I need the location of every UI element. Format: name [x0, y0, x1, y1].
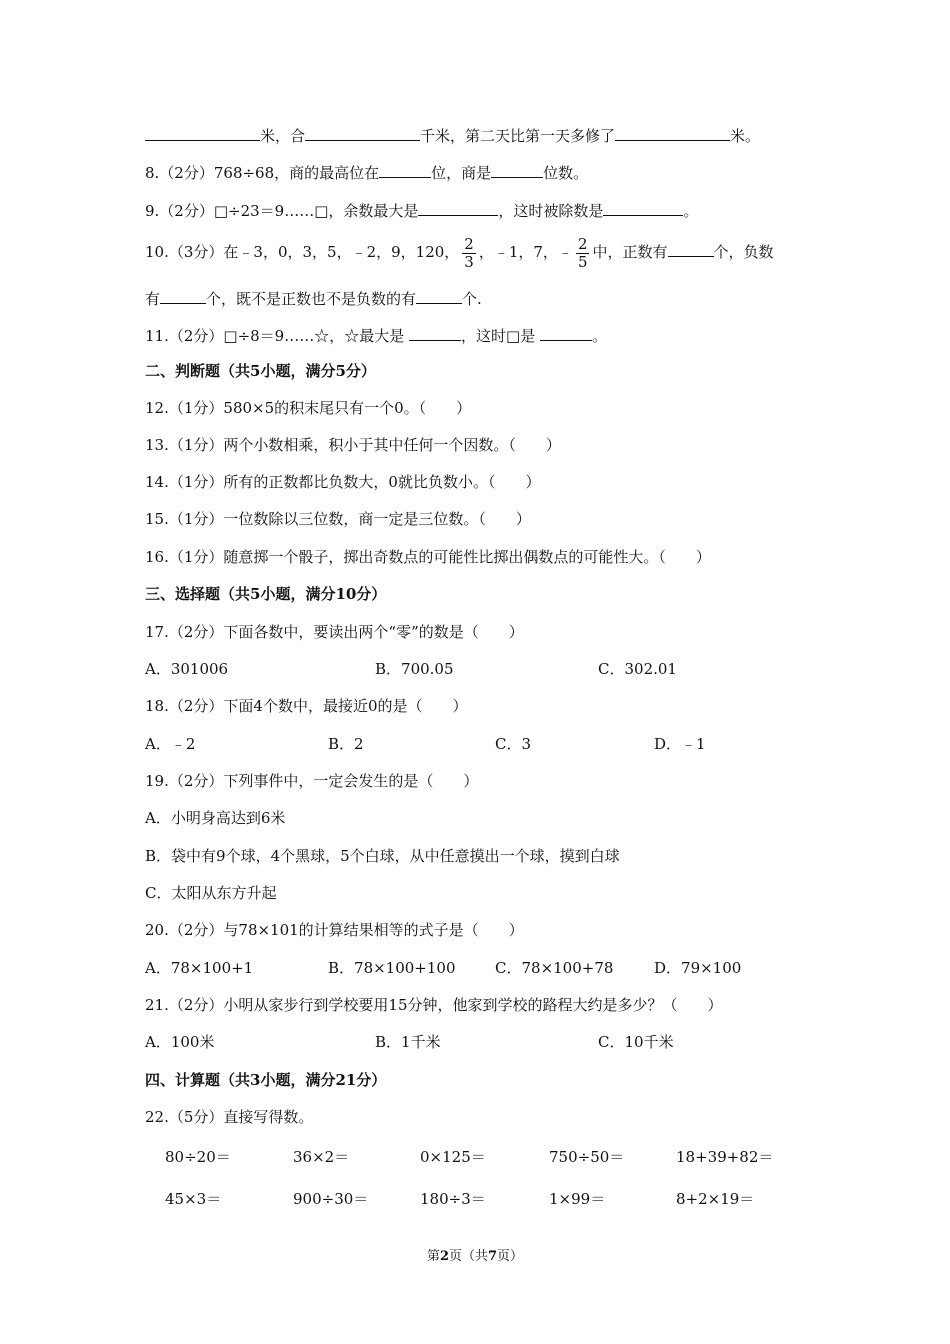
answer-blank[interactable]: [615, 124, 730, 141]
section-heading: 四、计算题（共3小题，满分21分）: [145, 1071, 387, 1089]
option-a[interactable]: A．﹣2: [145, 735, 196, 753]
section-heading: 三、选择题（共5小题，满分10分）: [145, 585, 387, 603]
calc-item: 0×125＝: [420, 1148, 486, 1166]
calc-item: 8+2×19＝: [676, 1190, 755, 1208]
page-footer: 第2页（共7页）: [426, 1249, 524, 1264]
option-b[interactable]: B．700.05: [375, 660, 454, 678]
question-20: 20.（2分）与78×101的计算结果相等的式子是（ ）: [145, 921, 524, 939]
calc-item: 18+39+82＝: [676, 1148, 774, 1166]
calc-item: 45×3＝: [165, 1190, 222, 1208]
option-c[interactable]: C．78×100+78: [495, 959, 614, 977]
calc-item: 1×99＝: [549, 1190, 606, 1208]
option-b[interactable]: B．2: [328, 735, 364, 753]
option-a[interactable]: A．小明身高达到6米: [145, 809, 286, 827]
answer-blank[interactable]: [603, 199, 683, 216]
calc-item: 36×2＝: [293, 1148, 350, 1166]
answer-blank[interactable]: [160, 287, 206, 304]
option-c[interactable]: C．302.01: [598, 660, 677, 678]
option-a[interactable]: A．301006: [145, 660, 229, 678]
option-b[interactable]: B．袋中有9个球，4个黑球，5个白球，从中任意摸出一个球，摸到白球: [145, 847, 620, 865]
option-c[interactable]: C．10千米: [598, 1033, 674, 1051]
question-8: 8.（2分）768÷68，商的最高位在 位，商是 位数。: [145, 161, 588, 183]
answer-blank[interactable]: [305, 124, 420, 141]
answer-blank[interactable]: [379, 161, 431, 178]
calc-item: 900÷30＝: [293, 1190, 369, 1208]
judge-question: 12.（1分）580×5的积末尾只有一个0。（ ）: [145, 399, 472, 417]
section-heading: 二、判断题（共5小题，满分5分）: [145, 362, 376, 380]
page-total: 7: [488, 1249, 498, 1264]
option-d[interactable]: D．﹣1: [654, 735, 706, 753]
answer-blank[interactable]: [145, 124, 260, 141]
answer-blank[interactable]: [416, 287, 462, 304]
fraction-two-thirds: $\frac{2}{3}$: [464, 234, 474, 271]
option-c[interactable]: C．太阳从东方升起: [145, 884, 277, 902]
judge-question: 14.（1分）所有的正数都比负数大，0就比负数小。（ ）: [145, 473, 541, 491]
option-a[interactable]: A．78×100+1: [145, 959, 254, 977]
question-22: 22.（5分）直接写得数。: [145, 1108, 314, 1126]
judge-question: 15.（1分）一位数除以三位数，商一定是三位数。（ ）: [145, 510, 531, 528]
question-11: 11.（2分）□÷8＝9……☆，☆最大是 ，这时□是 。: [145, 324, 607, 346]
question-17: 17.（2分）下面各数中，要读出两个“零”的数是（ ）: [145, 623, 524, 641]
judge-question: 16.（1分）随意掷一个骰子，掷出奇数点的可能性比掷出偶数点的可能性大。（ ）: [145, 548, 711, 566]
option-d[interactable]: D．79×100: [654, 959, 742, 977]
question-21: 21.（2分）小明从家步行到学校要用15分钟，他家到学校的路程大约是多少？（ ）: [145, 996, 723, 1014]
question-10: 10.（3分）在﹣3，0，3，5，﹣2，9，120， $\frac{2}{3}$ ，﹣1，7，﹣ $\frac{2}{5}$ 中，正数有 个，负数: [145, 234, 774, 271]
judge-question: 13.（1分）两个小数相乘，积小于其中任何一个因数。（ ）: [145, 436, 561, 454]
question-18: 18.（2分）下面4个数中，最接近0的是（ ）: [145, 697, 468, 715]
option-b[interactable]: B．78×100+100: [328, 959, 456, 977]
answer-blank[interactable]: [409, 324, 461, 341]
calc-item: 80÷20＝: [165, 1148, 231, 1166]
calc-item: 750÷50＝: [549, 1148, 625, 1166]
option-c[interactable]: C．3: [495, 735, 532, 753]
answer-blank[interactable]: [418, 199, 498, 216]
calc-item: 180÷3＝: [420, 1190, 486, 1208]
answer-blank[interactable]: [491, 161, 543, 178]
question-9: 9.（2分）□÷23＝9……□，余数最大是 ，这时被除数是 。: [145, 199, 698, 221]
question-10-line2: 有 个，既不是正数也不是负数的有 个.: [145, 287, 482, 309]
option-a[interactable]: A．100米: [145, 1033, 215, 1051]
answer-blank[interactable]: [668, 240, 714, 257]
page-number: 2: [439, 1249, 449, 1264]
fraction-two-fifths: $\frac{2}{5}$: [577, 234, 588, 271]
option-b[interactable]: B．1千米: [375, 1033, 441, 1051]
q7-line: 米，合 千米，第二天比第一天多修了 米。: [145, 124, 760, 146]
question-19: 19.（2分）下列事件中，一定会发生的是（ ）: [145, 772, 479, 790]
answer-blank[interactable]: [540, 324, 592, 341]
